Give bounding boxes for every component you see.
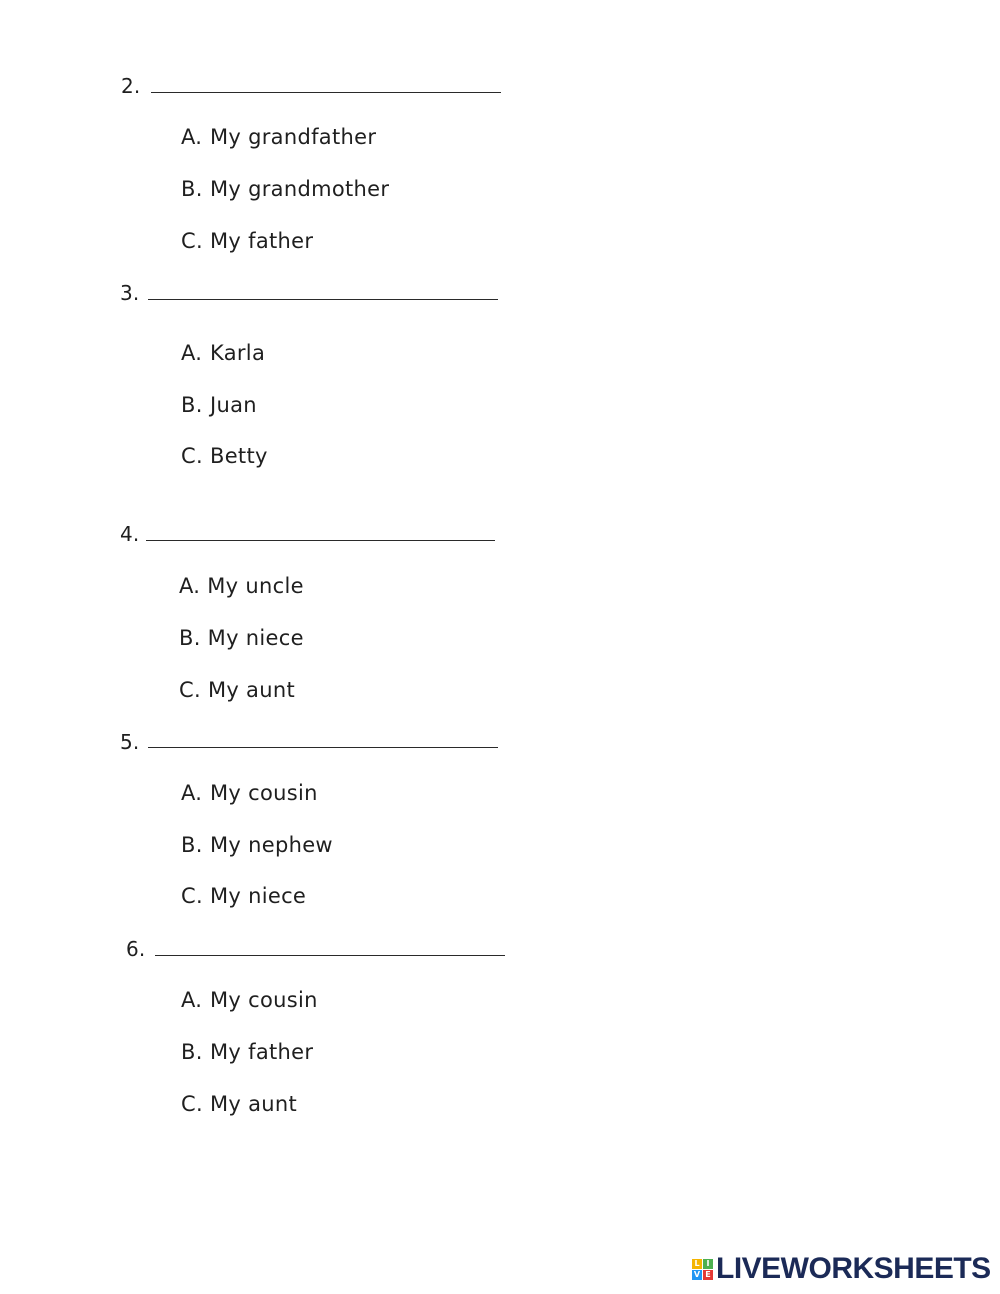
option-text: Juan xyxy=(210,393,257,417)
question-number: 2. xyxy=(121,74,141,98)
option-letter: B. xyxy=(179,626,201,650)
option-text: My uncle xyxy=(207,574,304,598)
option-letter: B. xyxy=(181,177,203,201)
answer-blank[interactable] xyxy=(146,540,495,541)
option-a[interactable] xyxy=(181,124,376,150)
option-text: My aunt xyxy=(207,678,295,702)
logo-block-e: E xyxy=(703,1270,713,1280)
option-a[interactable] xyxy=(181,780,318,806)
option-text: My cousin xyxy=(210,988,318,1012)
answer-blank[interactable] xyxy=(155,955,505,956)
option-a[interactable] xyxy=(181,340,265,366)
option-b[interactable] xyxy=(181,392,257,418)
question-number: 5. xyxy=(120,730,140,754)
option-letter: A. xyxy=(179,574,201,598)
option-letter: C. xyxy=(181,229,203,253)
option-text: My grandmother xyxy=(210,177,390,201)
option-b[interactable] xyxy=(181,176,389,202)
option-letter: B. xyxy=(181,833,203,857)
answer-blank[interactable] xyxy=(151,92,501,93)
option-letter: C. xyxy=(179,678,201,702)
option-a[interactable] xyxy=(179,573,304,599)
option-text: My niece xyxy=(210,884,307,908)
option-c[interactable] xyxy=(181,228,313,254)
logo-block-i: I xyxy=(703,1259,713,1269)
question-number: 4. xyxy=(120,522,140,546)
option-text: My father xyxy=(210,1040,314,1064)
option-letter: C. xyxy=(181,444,203,468)
option-c[interactable] xyxy=(181,883,306,909)
option-c[interactable] xyxy=(181,1091,297,1117)
logo-blocks-icon xyxy=(692,1259,713,1280)
question-number: 6. xyxy=(126,937,146,961)
option-text: Betty xyxy=(210,444,268,468)
option-letter: B. xyxy=(181,393,203,417)
logo-text: LIVEWORKSHEETS xyxy=(716,1252,991,1285)
option-letter: A. xyxy=(181,125,203,149)
option-letter: A. xyxy=(181,988,203,1012)
option-b[interactable] xyxy=(181,1039,313,1065)
option-c[interactable] xyxy=(179,677,295,703)
option-text: My father xyxy=(210,229,314,253)
option-text: My aunt xyxy=(210,1092,298,1116)
answer-blank[interactable] xyxy=(148,747,498,748)
option-text: Karla xyxy=(210,341,266,365)
liveworksheets-logo xyxy=(692,1254,991,1284)
option-letter: A. xyxy=(181,341,203,365)
answer-blank[interactable] xyxy=(148,299,498,300)
option-letter: B. xyxy=(181,1040,203,1064)
option-b[interactable] xyxy=(181,832,333,858)
logo-block-l: L xyxy=(692,1259,702,1269)
option-c[interactable] xyxy=(181,443,268,469)
option-a[interactable] xyxy=(181,987,318,1013)
option-text: My grandfather xyxy=(210,125,377,149)
option-b[interactable] xyxy=(179,625,304,651)
logo-block-v: V xyxy=(693,1269,701,1279)
option-letter: C. xyxy=(181,1092,203,1116)
option-text: My cousin xyxy=(210,781,318,805)
option-letter: A. xyxy=(181,781,203,805)
option-text: My niece xyxy=(207,626,304,650)
question-number: 3. xyxy=(120,281,140,305)
option-letter: C. xyxy=(181,884,203,908)
option-text: My nephew xyxy=(210,833,333,857)
